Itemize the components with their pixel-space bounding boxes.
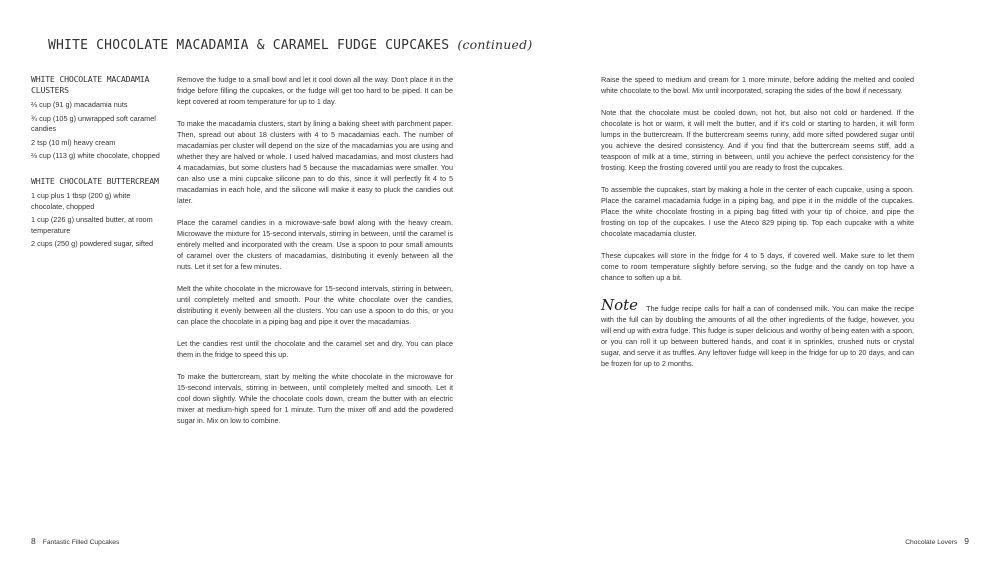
instruction-paragraph: Remove the fudge to a small bowl and let it cool down all the way. Don't place it in the fridge before filling the cupcakes, or the fudge will get too hard to be piped. It can be kept covered at room temperature for up to 1 day. (177, 75, 453, 107)
instruction-paragraph: Melt the white chocolate in the microwave for 15-second intervals, stirring in between, until completely melted and smooth. Pour the white chocolate over the candies, distributing it evenly between all the clusters. You can use a spoon to do this, or you can place the chocolate in a piping bag and pipe it over the macadamias. (177, 284, 453, 327)
instruction-paragraph: These cupcakes will store in the fridge for 4 to 5 days, if covered well. Make sure to let them come to room temperature slightly before serving, so the fudge and the candy on top have a chance to soften up a bit. (601, 250, 914, 282)
instruction-paragraph: Raise the speed to medium and cream for 1 more minute, before adding the melted and cooled white chocolate to the bowl. Mix until incorporated, scraping the sides of the bowl if necessary. (601, 75, 914, 96)
clusters-heading: WHITE CHOCOLATE MACADAMIA CLUSTERS (31, 74, 150, 95)
ingredient-item: ⅔ cup (91 g) macadamia nuts (31, 100, 128, 109)
instruction-paragraph: Place the caramel candies in a microwave-safe bowl along with the heavy cream. Microwave the mixture for 15-second intervals, stirring in between, until the caramel is entirely melted and incorporated with the cream. Use a spoon to pour small amounts of caramel over the clusters of macadamias, distributing it evenly between all the nuts. Let it set for a few minutes. (177, 218, 453, 272)
right-page-footer (905, 536, 969, 546)
instruction-paragraph: Let the candies rest until the chocolate and the caramel set and dry. You can place them in the fridge to speed this up. (177, 338, 453, 359)
buttercream-heading: WHITE CHOCOLATE BUTTERCREAM (31, 175, 159, 186)
note-text: The fudge recipe calls for half a can of condensed milk. You can make the recipe with the full can by doubling the amounts of all the other ingredients of the fudge, however, you will end up with extra fudge. This fudge is super delicious and worthy of being eaten with a spoon, or you can roll it up between buttered hands, and coat it in sprinkles, crushed nuts or crystal sugar, and serve it as truffles. Any leftover fudge will keep in the fridge for up to 20 days, and can be frozen for up to 2 months. (601, 304, 915, 369)
right-page-number: 9 (964, 536, 969, 546)
left-page-footer (31, 536, 119, 546)
instruction-paragraph: To make the buttercream, start by melting the white chocolate in the microwave for 15-second intervals, stirring in between, until completely melted and smooth. Let it cool down slightly. While the chocolate cools down, cream the butter with an electric mixer at medium-high speed for 1 minute. Turn the mixer off and add the powdered sugar in. Mix on low to combine. (177, 371, 453, 425)
instructions-column-left (177, 74, 453, 437)
ingredient-item: 2 tsp (10 ml) heavy cream (31, 137, 116, 147)
book-title: Fantastic Filled Cupcakes (42, 539, 120, 546)
recipe-note (601, 296, 915, 370)
instruction-paragraph: To assemble the cupcakes, start by making a hole in the center of each cupcake, using a spoon. Place the caramel macadamia fudge in a piping bag, and pipe it in the middle of the cupcakes. Place the white chocolate frosting in a piping bag fitted with your tip of choice, and pipe the frosting on top of the cupcakes. I use the Ateco 829 piping tip. Top each cupcake with a white chocolate macadamia cluster. (601, 184, 914, 239)
section-title: Chocolate Lovers (905, 539, 958, 546)
ingredient-item: 1 cup (226 g) unsalted butter, at room temperature (31, 215, 153, 235)
note-label: Note (601, 296, 639, 314)
recipe-title-continued: (continued) (457, 37, 533, 52)
instruction-paragraph: Note that the chocolate must be cooled down, not hot, but also not cold or hardened. If the chocolate is hot or warm, it will melt the butter, and if it's cold or starting to harden, it will form lumps in the buttercream. If the buttercream seems runny, add more sifted powdered sugar until you achieve the desired consistency. And if you find that the buttercream seems stiff, add a teaspoon of milk at a time, stirring in between, until you achieve the perfect consistency for the frosting. Keep the frosting covered until you are ready to frost the cupcakes. (601, 107, 914, 173)
recipe-title-main: WHITE CHOCOLATE MACADAMIA & CARAMEL FUDGE CUPCAKES (48, 38, 450, 53)
ingredient-item: ¾ cup (105 g) unwrapped soft caramel candies (31, 113, 156, 134)
ingredient-item: ⅔ cup (113 g) white chocolate, chopped (31, 151, 160, 161)
left-page-number: 8 (31, 536, 36, 546)
ingredient-item: 1 cup plus 1 tbsp (200 g) white chocolate, chopped (31, 190, 131, 211)
instruction-paragraph: To make the macadamia clusters, start by lining a baking sheet with parchment paper. Then, spread out about 18 clusters with 4 to 5 macadamias each. The number of macadamias per cluster will depend on the size of the macadamias you are using and whether they are halved or whole. I used halved macadamias, and most clusters had 4 macadamias, but some clusters had 5 because the macadamias were smaller. You can also use a mini cupcake silicone pan to do this, since it will perfectly fit 4 to 5 macadamias in each hole, and the silicone will make it easy to pluck the candies out later. (177, 118, 453, 206)
instructions-column-right (601, 74, 914, 380)
ingredient-item: 2 cups (250 g) powdered sugar, sifted (31, 239, 154, 249)
ingredients-sidebar (31, 74, 161, 253)
recipe-title (48, 37, 532, 53)
